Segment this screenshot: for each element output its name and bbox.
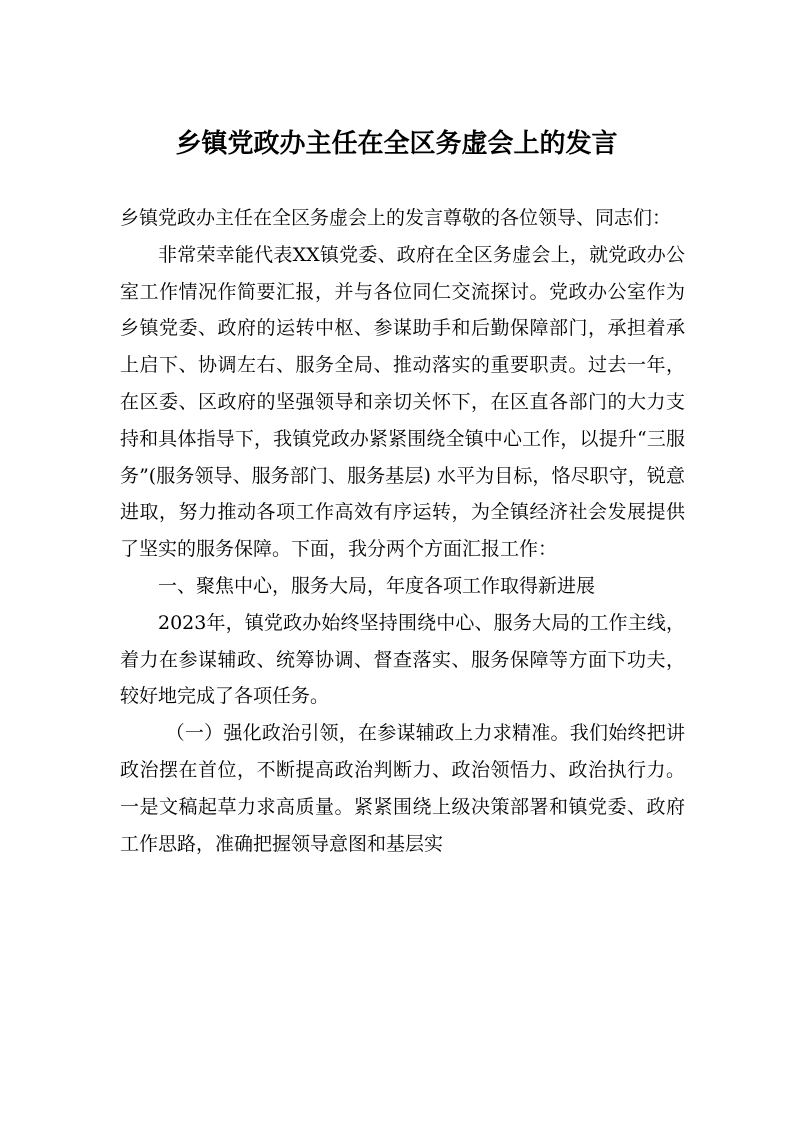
salutation-paragraph: 乡镇党政办主任在全区务虚会上的发言尊敬的各位领导、同志们： — [120, 207, 672, 229]
document-title: 乡镇党政办主任在全区务虚会上的发言 — [175, 129, 618, 159]
section-1-paragraph: （一）强化政治引领，在参谋辅政上力求精准。我们始终把讲政治摆在首位，不断提高政治判断力、政治领悟力、政治执行力。一是文稿起草力求高质量。紧紧围绕上级决策部署和镇党委、政府工作思路，准确把握领导意图和基层实 — [120, 722, 685, 855]
overview-paragraph: 2023年，镇党政办始终坚持围绕中心、服务大局的工作主线，着力在参谋辅政、统筹协调、督查落实、服务保障等方面下功夫，较好地完成了各项任务。 — [120, 611, 685, 708]
intro-paragraph: 非常荣幸能代表XX镇党委、政府在全区务虚会上，就党政办公室工作情况作简要汇报，并与各位同仁交流探讨。党政办公室作为乡镇党委、政府的运转中枢、参谋助手和后勤保障部门，承担着承上启下、协调左右、服务全局、推动落实的重要职责。过去一年，在区委、区政府的坚强领导和亲切关怀下，在区直各部门的大力支持和具体指导下，我镇党政办紧紧围绕全镇中心工作，以提升“三服务”(服务领导、服务部门、服务基层) 水平为目标，恪尽职守，锐意进取，努力推动各项工作高效有序运转，为全镇经济社会发展提供了坚实的服务保障。下面，我分两个方面汇报工作： — [120, 243, 685, 561]
document-body — [120, 200, 685, 862]
section-heading-1: 一、聚焦中心，服务大局，年度各项工作取得新进展 — [158, 574, 596, 597]
